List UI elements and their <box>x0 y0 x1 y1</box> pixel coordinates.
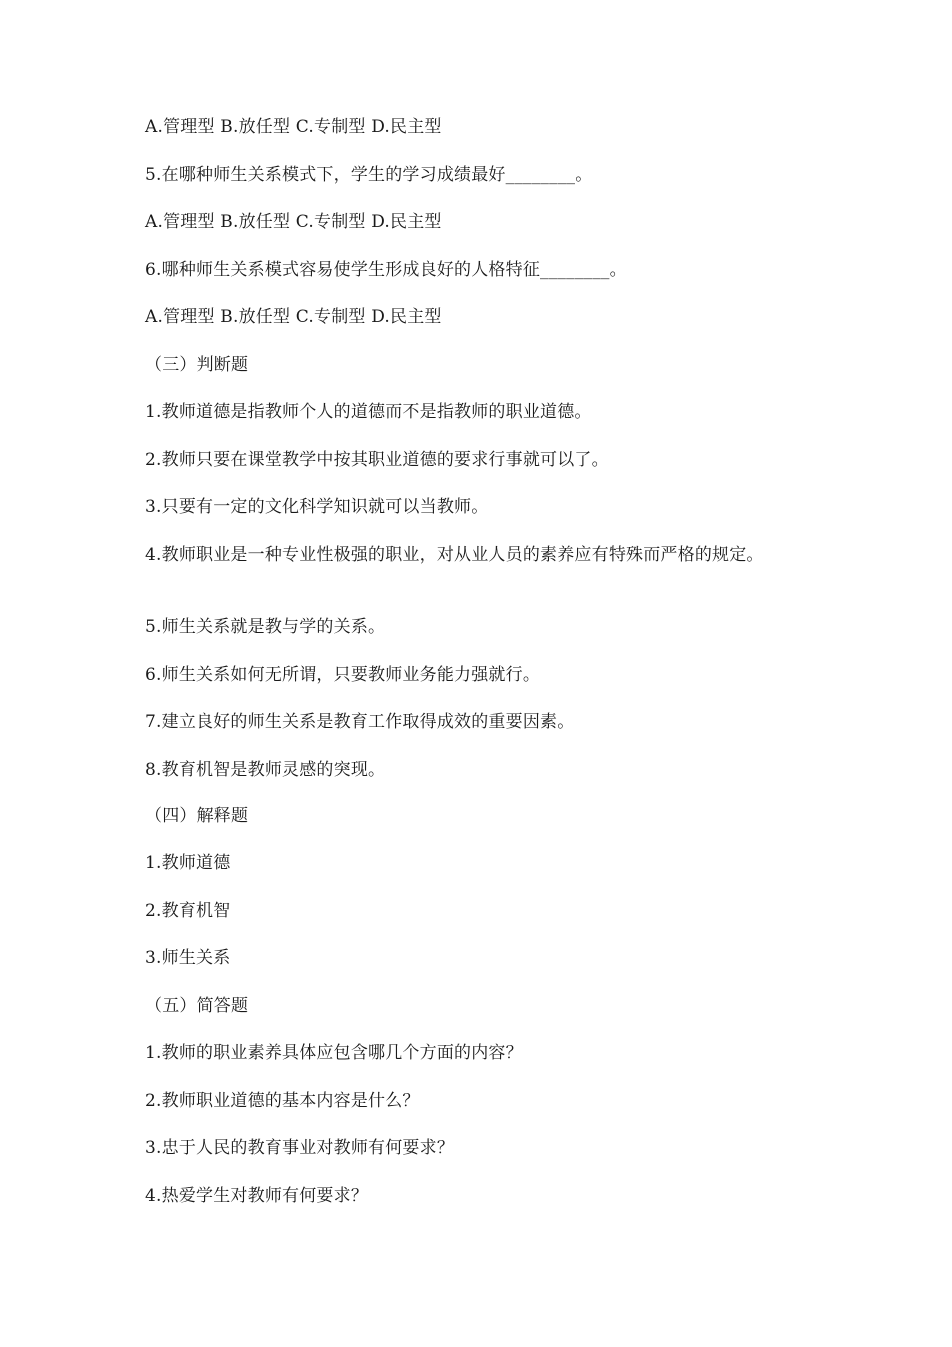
short-answer-item-4: 4.热爱学生对教师有何要求？ <box>145 1186 369 1206</box>
section-heading-true-false: （三）判断题 <box>145 355 249 375</box>
true-false-item-8: 8.教育机智是教师灵感的突现。 <box>145 760 386 780</box>
option-line-q5: A.管理型 B.放任型 C.专制型 D.民主型 <box>145 212 442 232</box>
short-answer-item-3: 3.忠于人民的教育事业对教师有何要求？ <box>145 1138 455 1158</box>
true-false-item-2: 2.教师只要在课堂教学中按其职业道德的要求行事就可以了。 <box>145 450 609 470</box>
true-false-item-6: 6.师生关系如何无所谓，只要教师业务能力强就行。 <box>145 665 541 685</box>
option-line-q4: A.管理型 B.放任型 C.专制型 D.民主型 <box>145 117 442 137</box>
true-false-item-5: 5.师生关系就是教与学的关系。 <box>145 617 386 637</box>
short-answer-item-1: 1.教师的职业素养具体应包含哪几个方面的内容？ <box>145 1043 523 1063</box>
true-false-item-3: 3.只要有一定的文化科学知识就可以当教师。 <box>145 497 489 517</box>
true-false-item-4: 4.教师职业是一种专业性极强的职业，对从业人员的素养应有特殊而严格的规定。 <box>145 545 764 565</box>
definition-item-3: 3.师生关系 <box>145 948 231 968</box>
definition-item-2: 2.教育机智 <box>145 901 231 921</box>
section-heading-definitions: （四）解释题 <box>145 806 249 826</box>
question-5-multiple-choice: 5.在哪种师生关系模式下，学生的学习成绩最好________。 <box>145 165 593 185</box>
definition-item-1: 1.教师道德 <box>145 853 231 873</box>
option-line-q6: A.管理型 B.放任型 C.专制型 D.民主型 <box>145 307 442 327</box>
true-false-item-1: 1.教师道德是指教师个人的道德而不是指教师的职业道德。 <box>145 402 592 422</box>
true-false-item-7: 7.建立良好的师生关系是教育工作取得成效的重要因素。 <box>145 712 575 732</box>
section-heading-short-answer: （五）简答题 <box>145 996 249 1016</box>
question-6-multiple-choice: 6.哪种师生关系模式容易使学生形成良好的人格特征________。 <box>145 260 627 280</box>
short-answer-item-2: 2.教师职业道德的基本内容是什么？ <box>145 1091 420 1111</box>
